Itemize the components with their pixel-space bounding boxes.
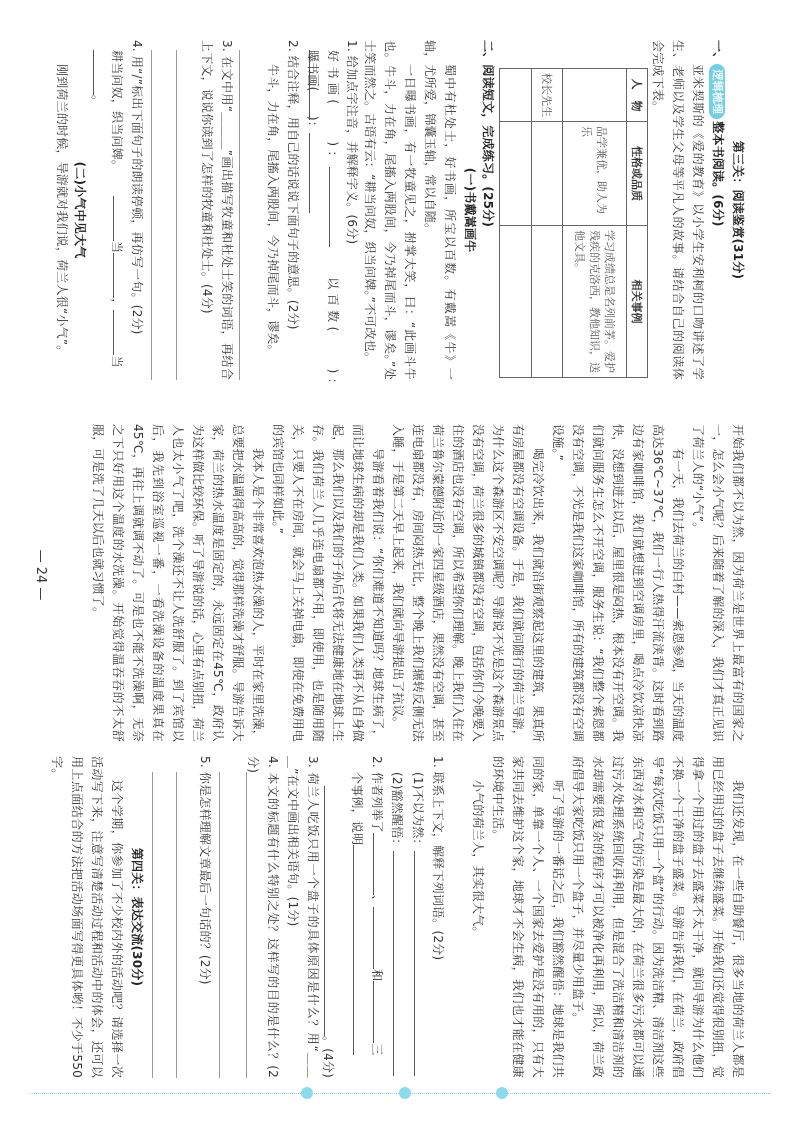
q1-heading: [708, 40, 728, 380]
p2-q2-three: 三: [370, 1043, 384, 1056]
answer-line[interactable]: [219, 772, 220, 1078]
passage2-paragraph: 听了导游的一番话之后，我们豁然醒悟：地球是我们共同的家，单靠一个人、一个国家去爱护是没有用的，只有大家共同去维护这个家，地球才不会生病，我们也才能在健康的环境中生活。: [491, 756, 565, 1078]
answer-blank[interactable]: [309, 133, 323, 213]
q1-heading-text: 整本书阅读。(6分): [711, 121, 725, 227]
p2-q1-item: [408, 772, 428, 1094]
table-row: [500, 69, 532, 378]
q4-dang: 当: [110, 241, 124, 254]
answer-blank[interactable]: [353, 845, 367, 1055]
p2-q1-label: (2)豁然醒悟：: [390, 772, 404, 851]
answer-line[interactable]: [239, 50, 240, 380]
passage2-title: (二)小气中见大气: [73, 161, 87, 259]
answer-line[interactable]: [176, 50, 177, 380]
passage1-paragraph: 蜀中有杜处士，好书画，所宝以百数。有戴嵩《牛》一轴，尤所爱，锦囊玉轴，常以自随。: [423, 40, 457, 380]
answer-blank[interactable]: [329, 167, 343, 247]
table-cell[interactable]: [532, 122, 563, 226]
character-table: [499, 68, 648, 378]
q1-number: 一、: [711, 40, 725, 65]
table-header: 相关事例: [627, 226, 648, 378]
table-row: [532, 69, 563, 378]
p2-q2-end: 。(4分): [321, 1036, 335, 1078]
answer-blank[interactable]: [113, 310, 127, 355]
p1-q1-row: [303, 50, 323, 390]
table-cell: 学习成绩总是名列前茅。爱护残疾的克洛西，教他知识，送他文具。: [563, 226, 627, 378]
p1-question-2: 2. 结合注释，用自己的话说说下面句子的意思。(2分): [286, 40, 300, 330]
answer-blank[interactable]: [113, 253, 127, 298]
answer-blank[interactable]: [324, 786, 338, 1036]
story-column-3: [468, 756, 748, 1078]
p2-q2-and: 和: [370, 969, 384, 982]
table-cell[interactable]: [563, 69, 627, 122]
q2-heading: 二、阅读短文，完成练习。(25分): [481, 40, 495, 228]
answer-blank[interactable]: [373, 981, 387, 1043]
answer-line[interactable]: [246, 772, 247, 1078]
passage2-paragraph: 喝完冷饮出来，我们就沿街观察起这里的建筑，果真所有房屋都没有空调设备。于是，我们就问随行的荷兰导游，为什么这个森游区不安空调呢？导游说不光是这个森游景点没有空调，荷兰很多的城镇都没有空调，包括你们今晚要入住的酒店也没有空调，所以希望你们理解。晚上我们入住在荷兰鲁尔蒙德附近的一家四星级酒店，果然没有空调，甚至连电扇都没有，房间闷热无比，整个晚上我们辗转反侧无法入睡，于是第二天早上起来，我们就向导游提出了抗议。: [391, 424, 545, 742]
answer-line[interactable]: [151, 50, 152, 380]
table-cell: 品学兼优，助人为乐: [563, 122, 627, 226]
table-cell[interactable]: [500, 69, 532, 122]
passage1-paragraph: 一日曝书画，有一牧童见之，拊掌大笑，曰：“此画斗牛也。牛斗，力在角，尾搐入两股间，今乃掉尾而斗，谬矣。”处士笑而然之。古语有云：“耕当问奴，织当问婢。”不可改也。: [363, 40, 417, 380]
logic-badge: 逻辑梳理: [709, 64, 725, 119]
p2-question-3: 3. 荷兰人吃饭只用一个盘子的具体原因是什么？用“＿＿＿”在文中画出相关语句。(1分): [286, 756, 320, 1078]
p2-q2-sep: 、: [370, 894, 384, 908]
table-cell: 校长先生: [532, 69, 563, 122]
answer-blank[interactable]: [393, 851, 407, 1076]
answer-line[interactable]: [152, 772, 153, 1078]
table-header: 人 物: [627, 69, 648, 122]
p1-q4-row2: [87, 50, 107, 390]
table-cell[interactable]: [532, 226, 563, 378]
p1-q4-row: [107, 50, 127, 380]
p1-question-3: 3. 在文中用“＿＿＿”画出描写牧童和杜处士笑的词语，再结合上下文，说说你读到了怎样的牧童和杜处士。(4分): [200, 40, 234, 380]
p2-question-4: 4. 本文的标题有什么特别之处？这样写的目的是什么？(2分): [246, 756, 280, 1078]
answer-blank[interactable]: [373, 833, 387, 895]
passage2-paragraph: 开始我们都不以为然，因为荷兰是世界上最富有的国家之一，怎么会小气呢？后来随着了解的深入，我们才真正见识了荷兰人的“小气”。: [691, 424, 745, 742]
passage2-paragraph: 刚到荷兰的时候，导游就对我们说，荷兰人很“小气”。: [55, 64, 69, 358]
p1-question-1: 1. 给加点字注音，并解释字义。(6分): [345, 40, 359, 245]
answer-blank[interactable]: [373, 907, 387, 969]
passage1-title: (一)书戴嵩画牛: [463, 167, 477, 253]
q4-comma: ，: [110, 298, 124, 311]
p2-question-5: 5. 你是怎样理解文章最后一句话的？(2分): [198, 756, 212, 985]
p1-question-4: 4. 用“/”标出下面句子的朗读停顿，再仿写一句。(2分): [130, 40, 144, 335]
page-number: — 24 —: [33, 549, 48, 601]
passage2-paragraph: 小气的荷兰人，其实很大气。: [471, 780, 485, 939]
passage2-paragraph: 我们还发现，在一些自助餐厅，很多当地的荷兰人都是用已经用过的盘子去继续盛菜。开始我们还觉得很别扭，觉得拿一个用过的盘子去盛菜不太干净，就问导游为什么他们不换一个干净的盘子盛菜。导游告诉我们，在荷兰，政府倡导“每次吃饭只用一个盘”的行动。因为洗洁精、清洁剂这些东西对水和空气的污染是最大的，在荷兰很多污水都可以通过污水处理系统回收再利用，但是混合了洗洁精和清洁剂的水却需要很复杂的程序才可以被净化再利用，所以，荷兰政府倡导大家吃饭只用一个盘子，并尽量少用盘子。: [571, 756, 745, 1078]
section4-title: 第四关：表达交流(30分): [130, 847, 144, 987]
p2-q2-text: 2. 作者列举了: [370, 756, 384, 833]
answer-blank[interactable]: [113, 196, 127, 241]
passage2-paragraph: 有一天，我们去荷兰的白村——索恩参观，当天的温度高达36℃~37℃，我们一行人热得汗流浃背。这时看到路边有家咖啡馆，我们就想进到空调房里，喝点冷饮凉快凉快，没想到进去以后，屋里很是闷热，根本没有开空调。我们就问服务生怎么不开空调，服务生说：“我们整个索恩都没有空调，不光是我们这家咖啡馆，所有的建筑都没有空调设施。”: [551, 424, 685, 742]
q4-period: 。: [90, 95, 104, 108]
p1-q4-sentence: 耕当问奴，织当问婢。: [110, 50, 124, 173]
table-cell[interactable]: [500, 122, 532, 226]
p1-q1-item: 曝书画( )：: [306, 50, 320, 133]
p2-q1-label: (1)不以为然：: [411, 772, 425, 851]
table-header: 性格或品质: [627, 122, 648, 226]
q4-dang: 当: [110, 355, 124, 368]
passage2-paragraph: 导游看着我们说：“你们难道不知道吗？地球生病了，而让地球生病的却是我们人类。如果我们人类再不从自身做起，那么我们以及我们的子孙后代将无法健康地在地球上生存。我们荷兰人几乎连电扇都不用，即使用，也是随用随关，只要人不在房间，就会马上关掉电扇，即使在免费用电的宾馆也同样如此。”: [271, 424, 385, 742]
binding-hole-icon: [301, 1087, 313, 1099]
p2-question-2-cont: [347, 772, 367, 1094]
passage2-paragraph: 我本人是个非常喜欢泡热水澡的人，平时在家里洗澡，总要把水温调得高高的，觉得那样洗澡才舒服。导游告诉大家，荷兰的热水温度是固定的，永远固定在45℃，政府认为这样做比较环保。听了导游说的话，心里有点别扭，荷兰人也太小气了吧，洗个澡还不让人洗舒服了。到了宾馆以后，我先到浴室巡视一番，一看洗澡设备的温度果真在45℃，再往上调就调不动了。可是也不能不洗澡啊，无奈之下只好用这个温度的水洗澡。开始觉得温吞吞的不太舒服，可是洗了几天以后也就习惯了。: [91, 424, 265, 742]
binding-hole-icon: [496, 1087, 508, 1099]
p2-q2-text: 个事例，说明: [350, 772, 364, 846]
p2-question-2: [367, 756, 387, 1078]
p1-q1-item: 好书画( )：: [326, 50, 340, 167]
binding-hole-icon: [399, 1087, 411, 1099]
p2-q1-item: [387, 772, 407, 1094]
q1-intro: 亚米契斯的《爱的教育》以小学生安利柯的口吻讲述了学生、老师以及学生父母等平凡人的故事。请结合自己的阅读体会完成下表。: [651, 40, 705, 380]
table-cell[interactable]: [500, 226, 532, 378]
section4-prompt: 这个学期，你参加了不少校内外的活动吧？请选择一次活动写下来，注意写清楚活动过程和活动中的体会，还可以用上点面结合的方法把活动场面写得更具体哟！不少于550字。: [50, 756, 124, 1078]
answer-line[interactable]: [176, 772, 177, 1078]
p2-question-1: 1. 联系上下文，解释下列词语。(2分): [431, 756, 445, 961]
table-row: [563, 69, 627, 378]
answer-blank[interactable]: [93, 50, 107, 95]
p1-q2-sentence: 牛斗，力在角，尾搐入两股间，今乃掉尾而斗，谬矣。: [266, 64, 280, 357]
p1-q1-item: 以百数( )：: [326, 277, 340, 391]
section3-title: 第三关：阅读鉴赏(31分): [731, 140, 745, 280]
answer-blank[interactable]: [414, 851, 428, 1076]
story-column-2: [88, 424, 748, 742]
